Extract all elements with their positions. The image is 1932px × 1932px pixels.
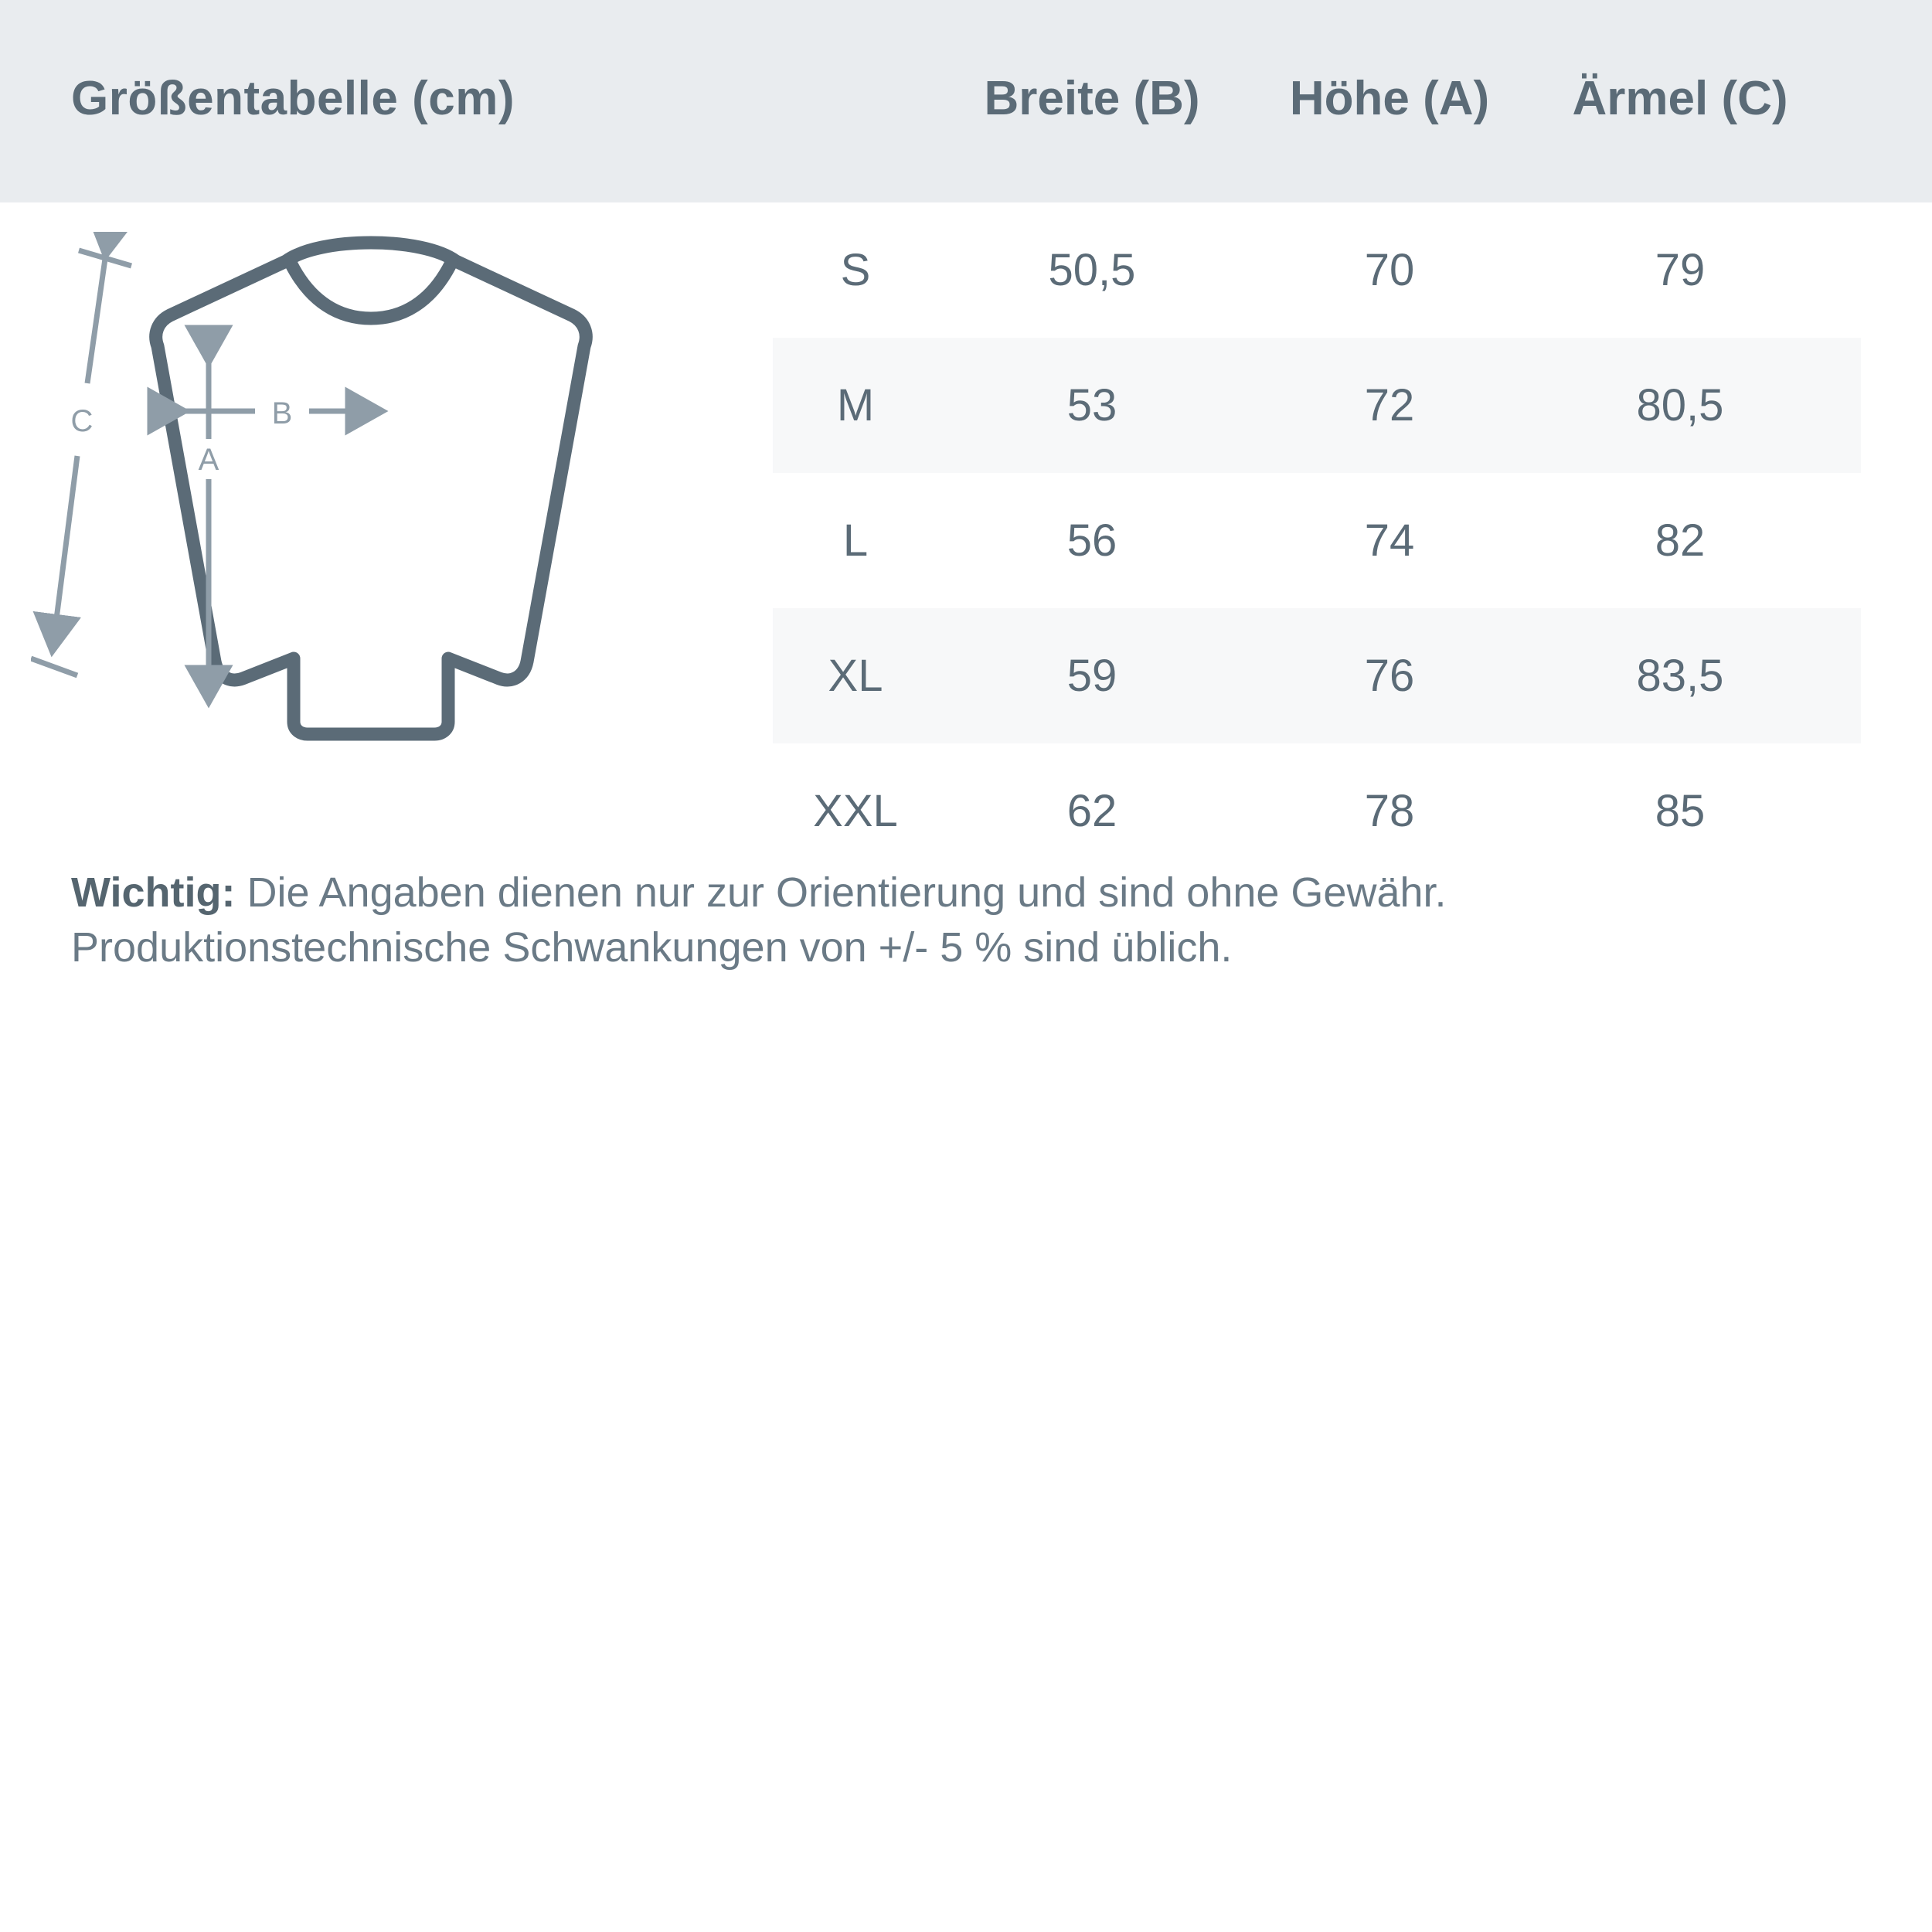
table-row: [773, 202, 1861, 338]
header-hoehe: Höhe (A): [1289, 72, 1490, 125]
cell-breite: 53: [1066, 380, 1117, 430]
disclaimer-note: [71, 866, 1872, 976]
cell-size: XL: [828, 651, 883, 701]
header-band: [0, 0, 1932, 202]
cell-hoehe: 72: [1364, 380, 1415, 430]
cell-size: M: [836, 380, 875, 430]
page-title: Größentabelle (cm): [71, 72, 515, 125]
header-aermel: Ärmel (C): [1572, 72, 1788, 125]
label-a: A: [198, 443, 219, 477]
header-breite: Breite (B): [984, 72, 1200, 125]
cell-hoehe: 74: [1364, 515, 1415, 566]
cell-size: S: [840, 245, 871, 295]
disclaimer-text: Die Angaben dienen nur zur Orientierung und sind ohne Gewähr. Produktionstechnische Schwankungen von +/- 5 % sind üblich.: [71, 869, 1447, 971]
cell-aermel: 83,5: [1636, 651, 1724, 701]
table-header-row: [773, 71, 1861, 126]
size-table: [773, 202, 1861, 879]
cell-size: L: [842, 515, 869, 566]
disclaimer-lead: Wichtig:: [71, 869, 236, 916]
cell-breite: 50,5: [1048, 245, 1136, 295]
table-row: [773, 743, 1861, 879]
table-row: [773, 608, 1861, 743]
cell-size: XXL: [813, 786, 898, 836]
cell-aermel: 80,5: [1636, 380, 1724, 430]
table-row: [773, 473, 1861, 608]
label-c: C: [70, 404, 94, 438]
table-row: [773, 338, 1861, 473]
cell-breite: 59: [1066, 651, 1117, 701]
garment-illustration: [31, 232, 742, 819]
label-b: B: [271, 396, 293, 430]
cell-aermel: 85: [1655, 786, 1706, 836]
cell-hoehe: 76: [1364, 651, 1415, 701]
cell-hoehe: 70: [1364, 245, 1415, 295]
cell-aermel: 79: [1655, 245, 1706, 295]
cell-breite: 56: [1066, 515, 1117, 566]
cell-hoehe: 78: [1364, 786, 1415, 836]
cell-breite: 62: [1066, 786, 1117, 836]
cell-aermel: 82: [1655, 515, 1706, 566]
